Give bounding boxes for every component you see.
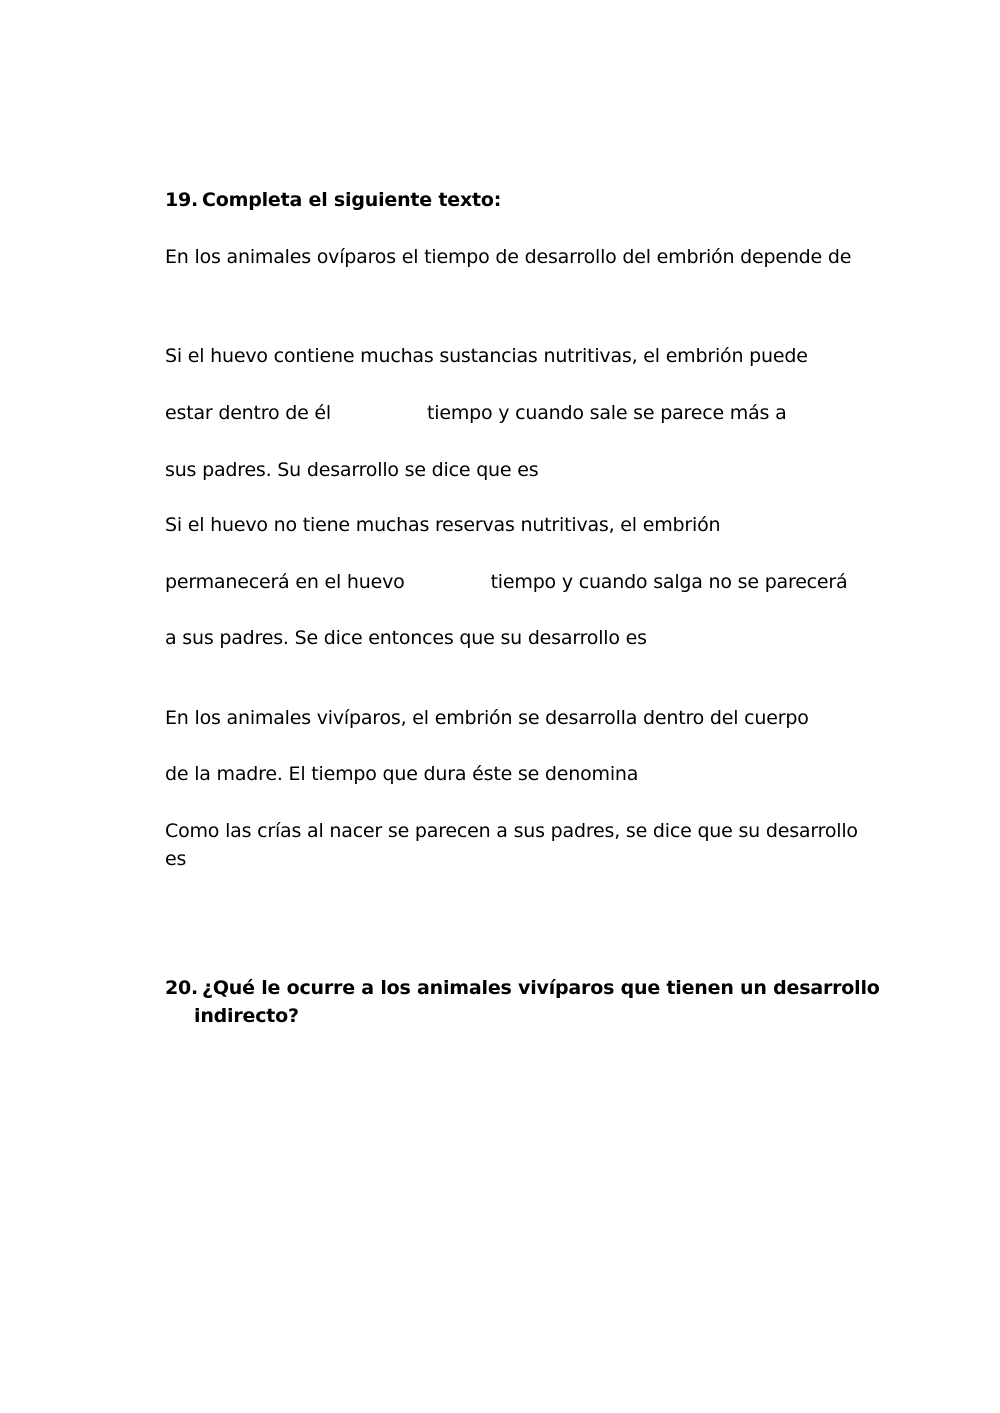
q19-text-line-5: Si el huevo no tiene muchas reservas nutritivas, el embrión: [165, 514, 721, 536]
question-20-heading-continued: [165, 1002, 299, 1030]
question-20-number: 20.: [165, 977, 199, 999]
q19-text-line-8: En los animales vivíparos, el embrión se desarrolla dentro del cuerpo: [165, 707, 809, 729]
q19-text-line-3: [165, 399, 787, 427]
q19-text-line-4: sus padres. Su desarrollo se dice que es: [165, 459, 539, 481]
q19-line-3-before-blank: estar dentro de él: [165, 402, 331, 424]
q19-text-line-11: es: [165, 848, 187, 870]
q19-line-3-after-blank: tiempo y cuando sale se parece más a: [427, 402, 787, 424]
q19-line-6-after-blank: tiempo y cuando salga no se parecerá: [490, 571, 848, 593]
q19-text-line-6: [165, 568, 847, 596]
question-19-title: Completa el siguiente texto:: [202, 189, 502, 211]
q19-text-line-7: a sus padres. Se dice entonces que su desarrollo es: [165, 627, 647, 649]
question-19-heading: [165, 186, 501, 214]
q19-text-line-2: Si el huevo contiene muchas sustancias nutritivas, el embrión puede: [165, 345, 808, 367]
question-20-title-line-2: indirecto?: [194, 1005, 299, 1027]
q19-text-line-1: En los animales ovíparos el tiempo de desarrollo del embrión depende de: [165, 246, 852, 268]
q19-text-line-9: de la madre. El tiempo que dura éste se denomina: [165, 763, 639, 785]
q19-text-line-10: Como las crías al nacer se parecen a sus padres, se dice que su desarrollo: [165, 820, 858, 842]
question-20-heading: [165, 974, 880, 1002]
question-20-title-line-1: ¿Qué le ocurre a los animales vivíparos que tienen un desarrollo: [202, 977, 880, 999]
question-19-number: 19.: [165, 189, 199, 211]
q19-line-6-before-blank: permanecerá en el huevo: [165, 571, 405, 593]
